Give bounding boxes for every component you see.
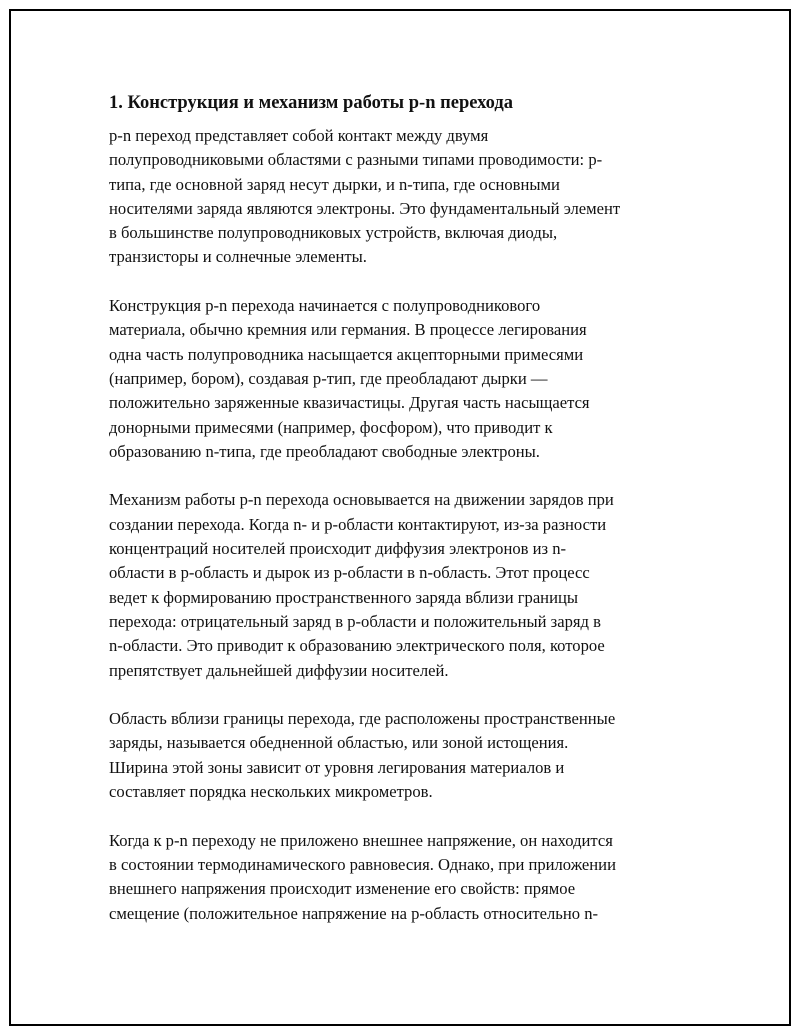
text-line: p-n переход представляет собой контакт между двумя — [109, 126, 489, 145]
text-line: Когда к p-n переходу не приложено внешнее напряжение, он находится — [109, 830, 613, 850]
text-line: Механизм работы p-n перехода основывается на движении зарядов при — [109, 490, 614, 510]
text-line: донорными примесями (например, фосфором), что приводит к — [109, 417, 553, 437]
text-line: препятствует дальнейшей диффузии носителей. — [109, 660, 449, 680]
text-line: составляет порядка нескольких микрометров. — [109, 782, 433, 802]
paragraph-bias — [109, 829, 683, 926]
text-line: области в p-область и дырок из p-области в n-область. Этот процесс — [109, 563, 590, 583]
text-line: одна часть полупроводника насыщается акцепторными примесями — [109, 344, 584, 364]
text-line: перехода: отрицательный заряд в p-области и положительный заряд в — [109, 611, 601, 631]
text-line: Область вблизи границы перехода, где расположены пространственные — [109, 709, 616, 729]
text-line: заряды, называется обедненной областью, или зоной истощения. — [109, 733, 569, 753]
paragraph-depletion-zone — [109, 707, 683, 804]
text-line: транзисторы и солнечные элементы. — [109, 247, 367, 267]
text-line: Ширина этой зоны зависит от уровня легирования материалов и — [109, 757, 565, 777]
text-line: типа, где основной заряд несут дырки, и n-типа, где основными — [109, 174, 560, 194]
text-line: материала, обычно кремния или германия. В процессе легирования — [109, 320, 587, 340]
text-line: внешнего напряжения происходит изменение его свойств: прямое — [109, 879, 576, 899]
text-line: положительно заряженные квазичастицы. Другая часть насыщается — [109, 393, 590, 413]
paragraph-mechanism — [109, 488, 683, 682]
text-line: Конструкция p-n перехода начинается с полупроводникового — [109, 296, 541, 316]
text-line: ведет к формированию пространственного заряда вблизи границы — [109, 587, 578, 607]
text-line: в большинстве полупроводниковых устройств, включая диоды, — [109, 223, 558, 243]
text-line: в состоянии термодинамического равновесия. Однако, при приложении — [109, 854, 616, 874]
text-line: смещение (положительное напряжение на p-область относительно n- — [109, 903, 599, 923]
text-line: создании перехода. Когда n- и p-области контактируют, из-за разности — [109, 514, 607, 534]
text-line: образованию n-типа, где преобладают свободные электроны. — [109, 441, 540, 461]
paragraph-intro — [109, 124, 683, 270]
paragraph-construction — [109, 294, 683, 464]
text-line: полупроводниковыми областями с разными типами проводимости: p- — [109, 150, 603, 170]
text-line: n-области. Это приводит к образованию электрического поля, которое — [109, 636, 605, 656]
section-heading: 1. Конструкция и механизм работы p-n перехода — [109, 93, 513, 113]
document-body — [109, 91, 683, 950]
text-line: носителями заряда являются электроны. Это фундаментальный элемент — [109, 198, 621, 218]
text-line: (например, бором), создавая p-тип, где преобладают дырки — — [109, 368, 548, 388]
text-line: концентраций носителей происходит диффузия электронов из n- — [109, 539, 567, 559]
